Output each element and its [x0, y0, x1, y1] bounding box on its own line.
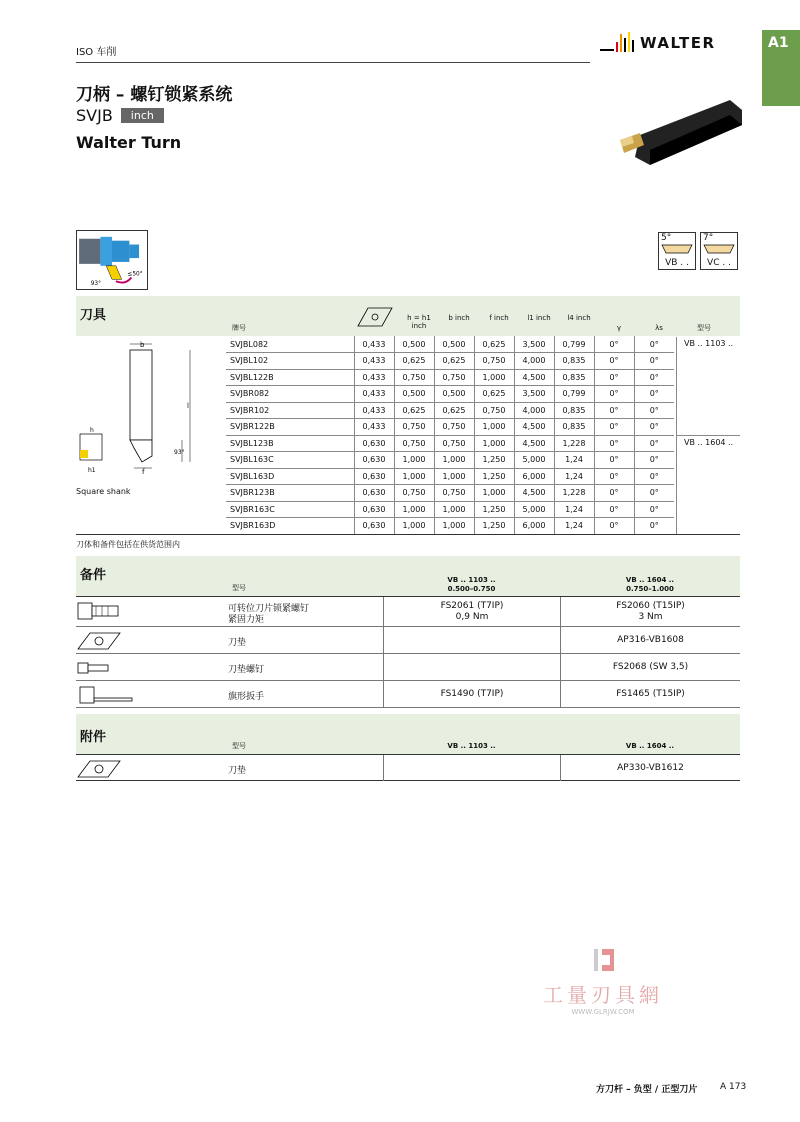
tool-value-cell: 0°	[594, 419, 634, 436]
tool-code-cell: SVJBL163C	[226, 452, 354, 469]
tool-value-cell: 0,625	[434, 353, 474, 370]
svg-text:h: h	[90, 427, 94, 434]
tool-value-cell: 0°	[634, 369, 674, 386]
tool-value-cell: 0,433	[354, 336, 394, 353]
svg-text:93°: 93°	[174, 449, 185, 456]
clamp-screw-icon	[76, 601, 136, 621]
tool-value-cell: 1,24	[554, 452, 594, 469]
spare-val-1604-b: 3 Nm	[638, 612, 663, 622]
product-code: SVJB	[76, 106, 113, 125]
tool-value-cell: 0,630	[354, 485, 394, 502]
spares-col-code: 型号	[232, 584, 246, 592]
spares-head-1103	[383, 576, 560, 594]
type-group-1604: VB .. 1604 ..	[684, 438, 734, 447]
tool-value-cell: 4,500	[514, 485, 554, 502]
tool-value-cell: 0,799	[554, 336, 594, 353]
tool-value-cell: 0°	[594, 336, 634, 353]
spare-name: 可转位刀片锁紧螺钉	[228, 604, 310, 614]
tool-value-cell: 0°	[594, 501, 634, 518]
tool-value-cell: 4,000	[514, 353, 554, 370]
accessories-head-1103: VB .. 1103 ..	[447, 742, 496, 750]
tool-value-cell: 0°	[634, 353, 674, 370]
tool-code-cell: SVJBR163C	[226, 501, 354, 518]
spares-section-header	[76, 556, 740, 596]
tool-value-cell: 3,500	[514, 386, 554, 403]
tool-value-cell: 0°	[634, 402, 674, 419]
header-divider	[76, 62, 590, 63]
shank-label: Square shank	[76, 487, 131, 496]
tool-value-cell: 0°	[634, 485, 674, 502]
spare-val-1103-b: 0,9 Nm	[455, 612, 489, 622]
tool-value-cell: 0,630	[354, 452, 394, 469]
table-row	[226, 468, 674, 485]
tool-value-cell: 1,000	[394, 468, 434, 485]
col-h-header: h = h1 inch	[407, 314, 431, 330]
tool-value-cell: 6,000	[514, 468, 554, 485]
col-l4-header: l4 inch	[567, 314, 591, 322]
tool-value-cell: 1,250	[474, 468, 514, 485]
flag-key-icon	[76, 685, 136, 705]
tool-value-cell: 1,000	[434, 518, 474, 535]
table-row	[226, 386, 674, 403]
tool-code-cell: SVJBL163D	[226, 468, 354, 485]
accessories-col-code: 型号	[232, 742, 246, 750]
spares-head-1604	[560, 576, 740, 594]
tool-value-cell: 1,24	[554, 468, 594, 485]
tool-value-cell: 1,000	[474, 369, 514, 386]
tool-value-cell: 0°	[594, 518, 634, 535]
unit-badge: inch	[121, 108, 164, 123]
tool-value-cell: 0°	[634, 419, 674, 436]
tool-code-cell: SVJBL122B	[226, 369, 354, 386]
tool-value-cell: 0°	[594, 402, 634, 419]
tool-value-cell: 0,433	[354, 402, 394, 419]
insert-angle: 5°	[661, 233, 672, 243]
table-row	[226, 353, 674, 370]
tool-code-cell: SVJBR102	[226, 402, 354, 419]
table-bottom-rule	[76, 534, 740, 535]
spare-val-1604: FS2068 (SW 3,5)	[560, 654, 740, 681]
tool-value-cell: 0,835	[554, 353, 594, 370]
tool-code-cell: SVJBR082	[226, 386, 354, 403]
tool-value-cell: 1,24	[554, 518, 594, 535]
chapter-tab[interactable]: A1	[762, 30, 800, 106]
accessories-section-title: 附件	[80, 730, 107, 745]
section-label: ISO 车削	[76, 47, 117, 58]
tool-value-cell: 0,500	[394, 386, 434, 403]
spare-val-1103: FS1490 (T7IP)	[383, 681, 560, 708]
tool-code-cell: SVJBL102	[226, 353, 354, 370]
tool-value-cell: 0,750	[474, 402, 514, 419]
tool-value-cell: 0,500	[394, 336, 434, 353]
watermark-text: 工量刃具網	[543, 983, 663, 1007]
shim-screw-icon	[76, 658, 136, 678]
insert-vc-icon[interactable]	[700, 232, 738, 270]
tool-code-cell: SVJBL082	[226, 336, 354, 353]
accessory-name: 刀垫	[228, 766, 247, 776]
tool-value-cell: 1,250	[474, 501, 514, 518]
tool-value-cell: 0°	[594, 485, 634, 502]
tool-value-cell: 0,799	[554, 386, 594, 403]
tool-value-cell: 0°	[634, 435, 674, 452]
spare-val-1604: AP316-VB1608	[560, 627, 740, 654]
tool-value-cell: 0,500	[434, 336, 474, 353]
tool-value-cell: 0,750	[434, 485, 474, 502]
accessory-row-shim	[76, 755, 740, 781]
tool-value-cell: 1,000	[434, 501, 474, 518]
tool-value-cell: 1,000	[394, 518, 434, 535]
spare-name-2: 紧固力矩	[228, 615, 265, 625]
tool-value-cell: 0°	[594, 435, 634, 452]
table-row	[226, 501, 674, 518]
tool-value-cell: 1,24	[554, 501, 594, 518]
tool-value-cell: 3,500	[514, 336, 554, 353]
table-row	[226, 485, 674, 502]
tool-value-cell: 0,500	[434, 386, 474, 403]
table-row	[226, 452, 674, 469]
spares-section-title: 备件	[80, 568, 107, 583]
insert-angle: 7°	[703, 233, 714, 243]
tool-value-cell: 0°	[634, 501, 674, 518]
shim-icon	[76, 631, 136, 651]
svg-text:l: l	[187, 402, 189, 410]
tool-value-cell: 0°	[634, 386, 674, 403]
table-row	[226, 419, 674, 436]
application-diagram	[76, 230, 148, 290]
col-code-header: 牌号	[232, 324, 246, 332]
tool-value-cell: 1,000	[394, 501, 434, 518]
spares-head1-label: VB .. 1103 ..	[447, 576, 496, 584]
tool-value-cell: 0,630	[354, 501, 394, 518]
tool-code-cell: SVJBR123B	[226, 485, 354, 502]
spare-val-1103-a: FS2061 (T7IP)	[440, 601, 504, 611]
spares-head2-label: VB .. 1604 ..	[625, 576, 675, 584]
tool-value-cell: 1,228	[554, 485, 594, 502]
svg-text:f: f	[142, 468, 145, 476]
tool-value-cell: 0°	[594, 452, 634, 469]
tool-value-cell: 0,625	[394, 353, 434, 370]
insert-orientation-icon	[354, 306, 396, 328]
page-title: 刀柄 – 螺钉锁紧系统	[76, 85, 233, 105]
shank-drawing	[76, 338, 206, 478]
insert-code: VC . .	[707, 258, 731, 268]
brand-name: WALTER	[640, 34, 716, 52]
watermark-logo-icon	[588, 945, 618, 975]
tool-value-cell: 1,000	[474, 435, 514, 452]
shim-icon	[76, 759, 136, 779]
svg-text:b: b	[140, 341, 145, 349]
tool-code-cell: SVJBR163D	[226, 518, 354, 535]
tool-value-cell: 6,000	[514, 518, 554, 535]
tool-value-cell: 0,625	[474, 336, 514, 353]
tool-value-cell: 5,000	[514, 452, 554, 469]
tool-value-cell: 0°	[634, 452, 674, 469]
tool-section-title: 刀具	[80, 308, 107, 323]
spare-name: 刀垫	[228, 638, 247, 648]
table-row	[226, 369, 674, 386]
spare-val-1604: FS1465 (T15IP)	[560, 681, 740, 708]
tool-value-cell: 0,835	[554, 419, 594, 436]
tool-value-cell: 4,500	[514, 369, 554, 386]
angle-label-50: ≤50°	[127, 271, 143, 278]
tool-value-cell: 1,000	[394, 452, 434, 469]
tool-value-cell: 1,000	[474, 485, 514, 502]
spare-val-1103	[383, 654, 560, 681]
spare-val-1604	[560, 597, 740, 627]
spare-val-1103	[383, 627, 560, 654]
tool-table	[226, 336, 674, 535]
type-group-divider	[676, 435, 740, 436]
tool-value-cell: 0,625	[394, 402, 434, 419]
spare-name: 旗形扳手	[228, 692, 265, 702]
col-gamma-header: γ	[616, 324, 622, 332]
tool-value-cell: 0°	[634, 518, 674, 535]
spare-val-1604-a: FS2060 (T15IP)	[616, 601, 685, 611]
tool-value-cell: 0,433	[354, 386, 394, 403]
tool-value-cell: 0,625	[434, 402, 474, 419]
tool-value-cell: 0,750	[394, 435, 434, 452]
spare-name: 刀垫螺钉	[228, 665, 265, 675]
accessories-section-header	[76, 714, 740, 754]
tool-value-cell: 4,000	[514, 402, 554, 419]
tool-value-cell: 1,000	[474, 419, 514, 436]
scope-note: 刀体和备件包括在供货范围内	[76, 540, 180, 549]
product-code-line	[76, 106, 164, 125]
table-row	[226, 336, 674, 353]
tool-value-cell: 0,750	[434, 369, 474, 386]
spares-head2-range: 0.750–1.000	[626, 585, 674, 593]
tool-value-cell: 0,750	[394, 485, 434, 502]
footer-caption: 方刀杆 – 负型 / 正型刀片	[596, 1085, 698, 1095]
angle-label-93: 93°	[90, 281, 102, 288]
tool-value-cell: 0,433	[354, 419, 394, 436]
table-row	[226, 435, 674, 452]
tool-value-cell: 0,750	[474, 353, 514, 370]
tool-value-cell: 0,630	[354, 518, 394, 535]
watermark-url: WWW.GLRJW.COM	[571, 1008, 635, 1016]
tool-code-cell: SVJBR122B	[226, 419, 354, 436]
col-b-header: b inch	[448, 314, 470, 322]
insert-shape-icon	[660, 243, 694, 255]
tool-code-cell: SVJBL123B	[226, 435, 354, 452]
tool-value-cell: 0,750	[434, 419, 474, 436]
col-l1-header: l1 inch	[527, 314, 551, 322]
tool-value-cell: 1,228	[554, 435, 594, 452]
tool-value-cell: 5,000	[514, 501, 554, 518]
tool-value-cell: 0,835	[554, 369, 594, 386]
spare-val-1103	[383, 597, 560, 627]
tool-value-cell: 0,630	[354, 468, 394, 485]
tool-value-cell: 0°	[634, 468, 674, 485]
tool-value-cell: 0°	[594, 353, 634, 370]
col-lambda-header: λs	[655, 324, 663, 332]
product-line: Walter Turn	[76, 133, 182, 152]
table-row	[226, 402, 674, 419]
tool-value-cell: 0,750	[394, 419, 434, 436]
page-number: A 173	[720, 1082, 747, 1092]
tool-value-cell: 1,000	[434, 452, 474, 469]
tool-value-cell: 0,433	[354, 369, 394, 386]
tool-value-cell: 1,250	[474, 452, 514, 469]
type-group-1103: VB .. 1103 ..	[684, 339, 734, 348]
tool-value-cell: 1,250	[474, 518, 514, 535]
tool-value-cell: 0,750	[394, 369, 434, 386]
watermark	[538, 945, 668, 1016]
spare-row-clamp-screw	[76, 597, 740, 627]
accessories-head-1604: VB .. 1604 ..	[625, 742, 675, 750]
table-row	[226, 518, 674, 535]
col-type-header: 型号	[697, 324, 711, 332]
spares-head1-range: 0.500–0.750	[447, 585, 496, 593]
tool-value-cell: 1,000	[434, 468, 474, 485]
tool-value-cell: 0,750	[434, 435, 474, 452]
tool-value-cell: 0°	[594, 468, 634, 485]
tool-value-cell: 0,630	[354, 435, 394, 452]
tool-value-cell: 0°	[634, 336, 674, 353]
svg-text:h1: h1	[88, 467, 96, 474]
insert-shape-icon	[702, 243, 736, 255]
accessory-val-1604: AP330-VB1612	[560, 755, 740, 781]
spare-row-shim-screw	[76, 654, 740, 681]
tool-value-cell: 4,500	[514, 435, 554, 452]
insert-code: VB . .	[665, 258, 689, 268]
insert-vb-icon[interactable]	[658, 232, 696, 270]
tool-value-cell: 0,625	[474, 386, 514, 403]
spare-row-key	[76, 681, 740, 708]
toolholder-image	[610, 95, 745, 175]
tool-section-header	[76, 296, 740, 336]
spare-row-shim	[76, 627, 740, 654]
col-f-header: f inch	[489, 314, 509, 322]
tool-value-cell: 0°	[594, 386, 634, 403]
accessory-val-1103	[383, 755, 560, 781]
tool-value-cell: 0,433	[354, 353, 394, 370]
tool-value-cell: 0°	[594, 369, 634, 386]
tool-value-cell: 0,835	[554, 402, 594, 419]
tool-value-cell: 4,500	[514, 419, 554, 436]
